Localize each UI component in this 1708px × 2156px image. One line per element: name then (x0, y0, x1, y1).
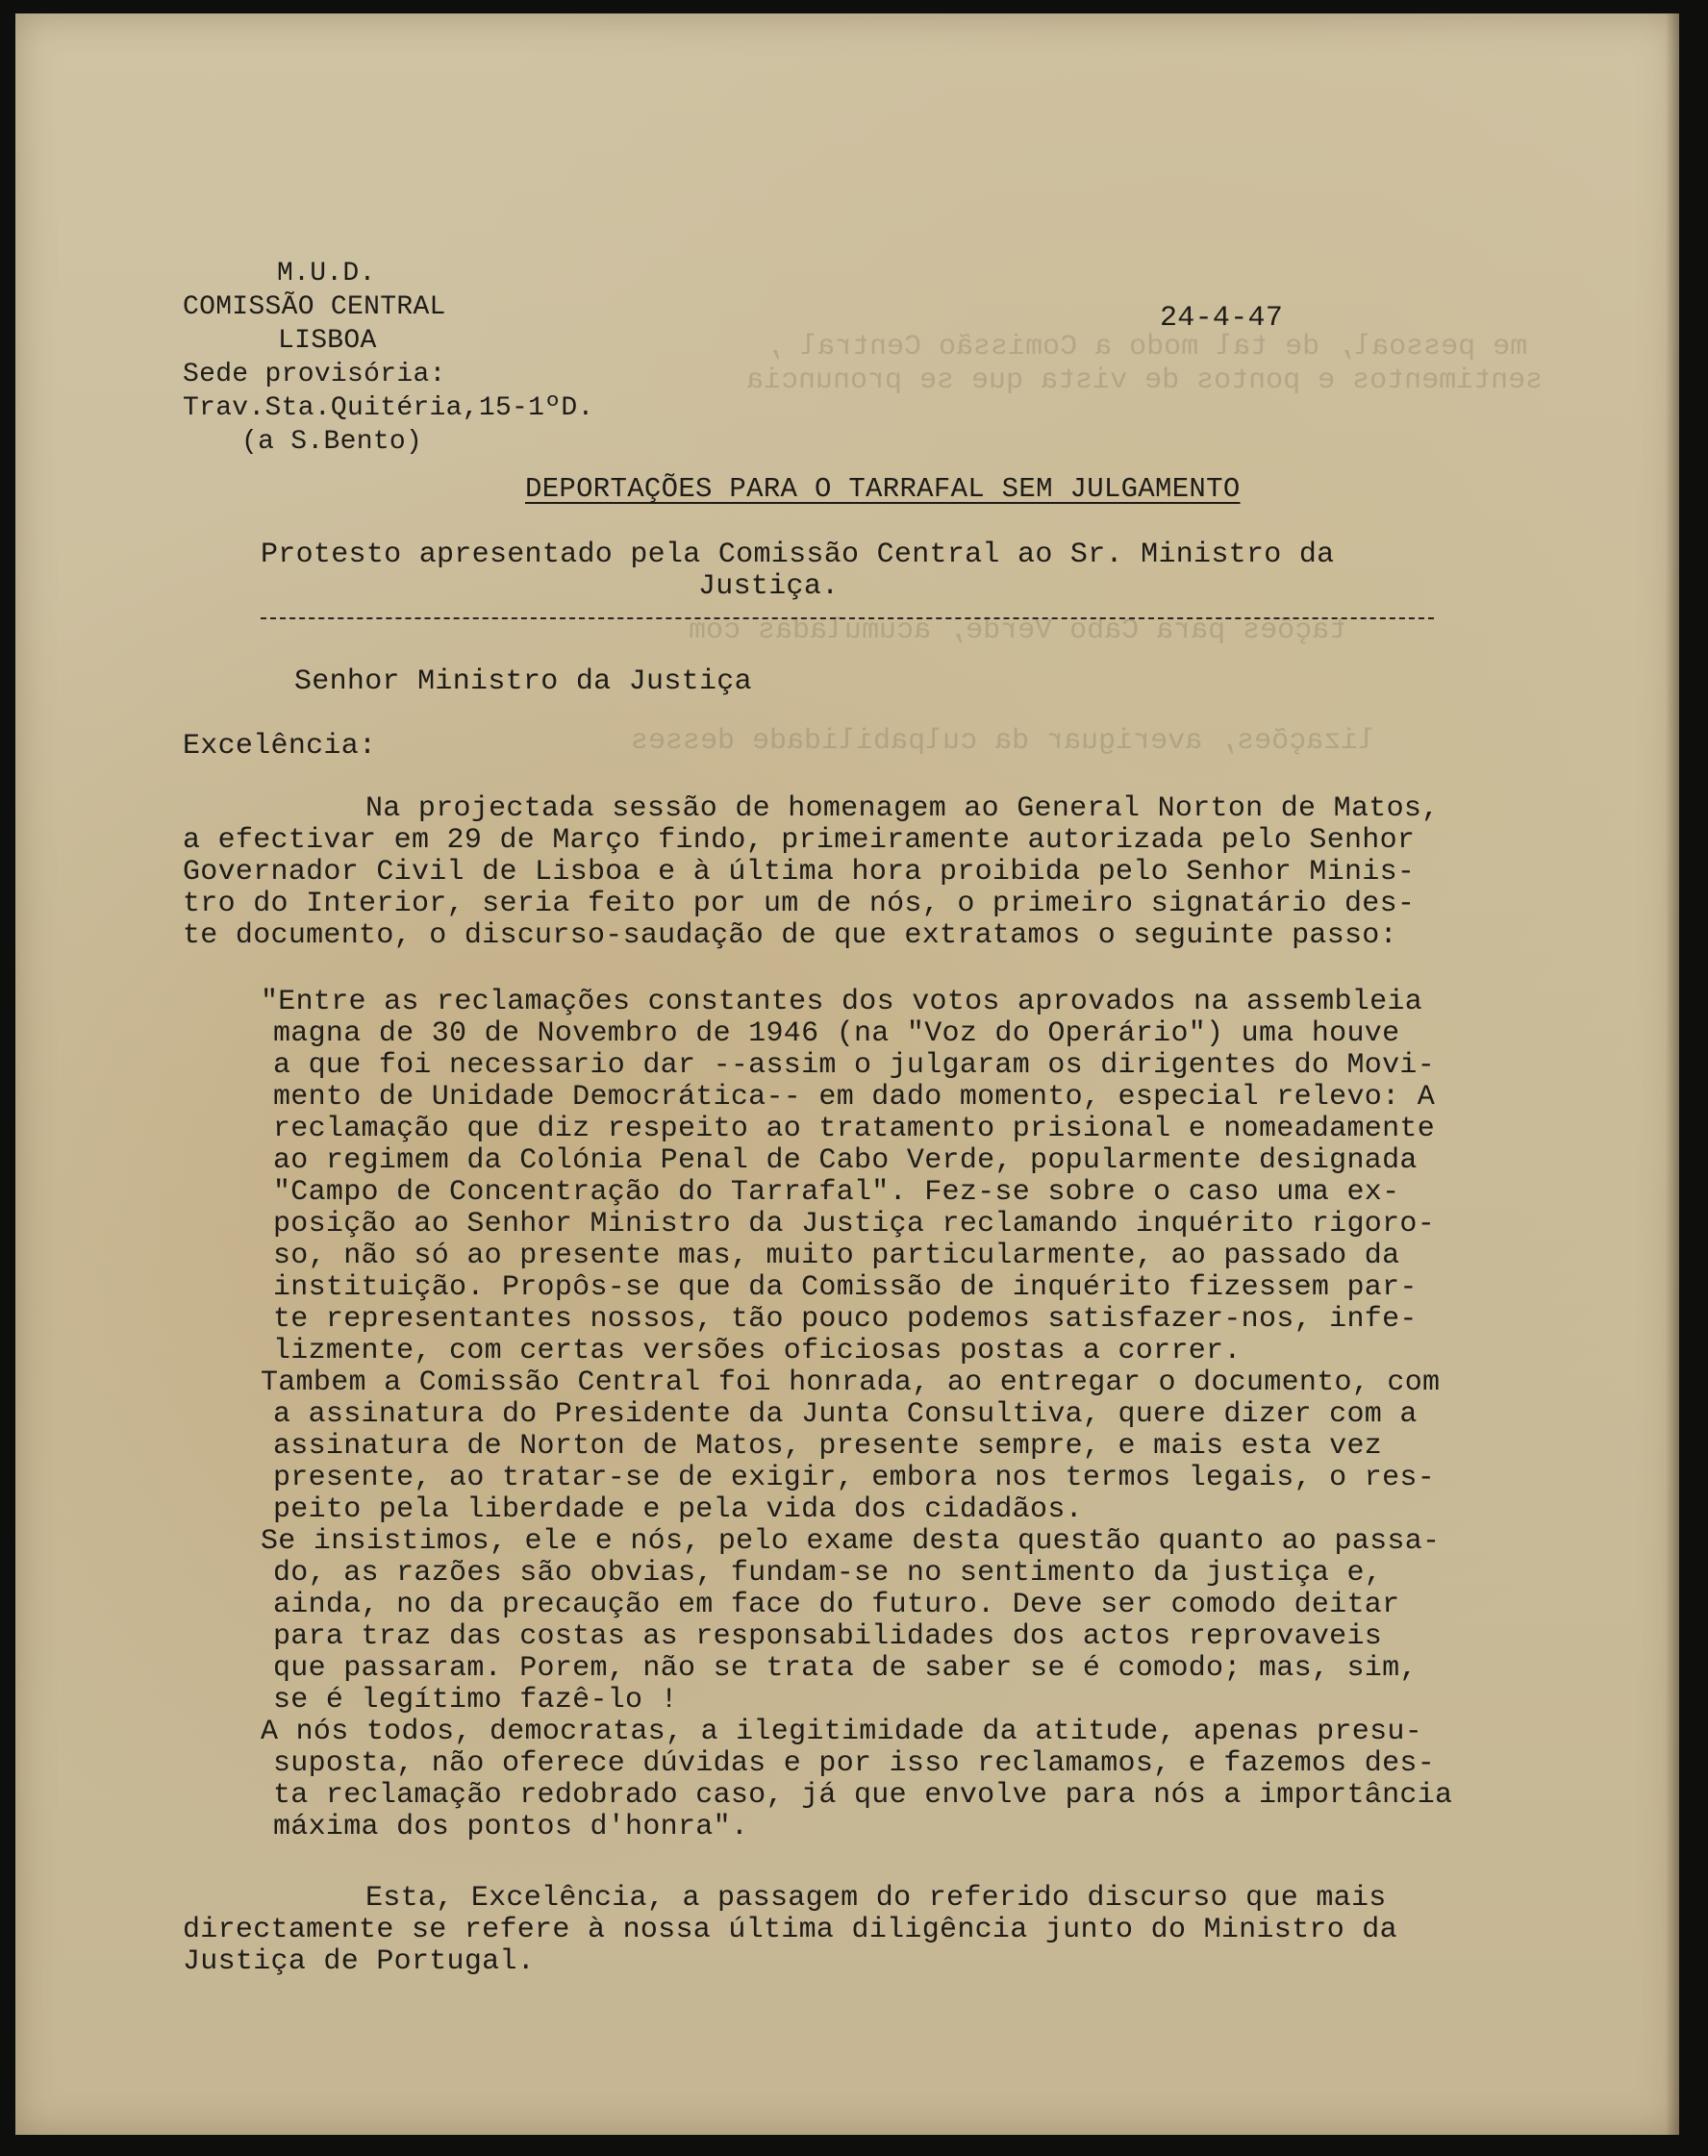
paragraph-line: tro do Interior, seria feito por um de nós, o primeiro signatário des- (183, 888, 1416, 920)
quote-line: te representantes nossos, tão pouco podemos satisfazer-nos, infe- (273, 1303, 1418, 1336)
quote-line: magna de 30 de Novembro de 1946 (na "Voz do Operário") uma houve (273, 1017, 1400, 1050)
address-label: Sede provisória: (183, 360, 446, 389)
organization-name: COMISSÃO CENTRAL (183, 292, 446, 322)
quote-line: so, não só ao presente mas, muito particularmente, ao passado da (273, 1240, 1400, 1272)
quote-line: para traz das costas as responsabilidades dos actos reprovaveis (273, 1620, 1383, 1653)
paragraph-line: Governador Civil de Lisboa e à última hora proibida pelo Senhor Minis- (183, 856, 1416, 889)
page-edge-shadow (1666, 13, 1679, 2135)
quote-line: ao regimem da Colónia Penal de Cabo Verde, popularmente designada (273, 1144, 1418, 1177)
organization-city: LISBOA (278, 326, 377, 356)
dashed-rule (261, 617, 1434, 619)
quote-line: a que foi necessario dar --assim o julgaram os dirigentes do Movi- (273, 1049, 1435, 1082)
organization-abbrev: M.U.D. (277, 259, 376, 288)
quote-line: suposta, não oferece dúvidas e por isso reclamamos, e fazemos des- (273, 1747, 1435, 1780)
quote-line: "Campo de Concentração do Tarrafal". Fez-se sobre o caso uma ex- (273, 1176, 1400, 1209)
paragraph-line: a efectivar em 29 de Março findo, primeiramente autorizada pelo Senhor (183, 824, 1416, 857)
quote-line: ta reclamação redobrado caso, já que envolve para nós a importância (273, 1779, 1453, 1812)
bleed-through-text: tações para Cabo Verde, acumuladas com (689, 614, 1347, 647)
paragraph-line: Na projectada sessão de homenagem ao General Norton de Matos, (365, 792, 1440, 825)
quote-line: reclamação que diz respeito ao tratamento prisional e nomeadamente (273, 1113, 1435, 1145)
quote-line: posição ao Senhor Ministro da Justiça reclamando inquérito rigoro- (273, 1208, 1435, 1241)
salutation: Senhor Ministro da Justiça (294, 665, 752, 698)
document-title: DEPORTAÇÕES PARA O TARRAFAL SEM JULGAMENTO (525, 473, 1241, 505)
quote-line: instituição. Propôs-se que da Comissão de inquérito fizessem par- (273, 1271, 1418, 1304)
bleed-through-text: me pessoal, de tal modo a Comissão Central , (766, 331, 1528, 364)
quote-line: presente, ao tratar-se de exigir, embora nos termos legais, o res- (273, 1462, 1435, 1494)
address-note: (a S.Bento) (241, 427, 423, 457)
document-page (15, 13, 1679, 2135)
quote-line: peito pela liberdade e pela vida dos cidadãos. (273, 1493, 1083, 1526)
subtitle-line: Justiça. (698, 570, 840, 603)
paragraph-line: Justiça de Portugal. (183, 1945, 536, 1978)
quote-line: a assinatura do Presidente da Junta Consultiva, quere dizer com a (273, 1398, 1418, 1431)
subtitle-line: Protesto apresentado pela Comissão Central ao Sr. Ministro da (261, 539, 1335, 571)
quote-line: ainda, no da precaução em face do futuro. Deve ser comodo deitar (273, 1589, 1400, 1621)
address-street: Trav.Sta.Quitéria,15-1ºD. (183, 393, 594, 423)
greeting: Excelência: (183, 730, 377, 763)
quote-line: que passaram. Porem, não se trata de saber se é comodo; mas, sim, (273, 1652, 1418, 1685)
quote-line: máxima dos pontos d'honra". (273, 1811, 749, 1843)
bleed-through-text: sentimentos e pontos de vista que se pronuncia (746, 364, 1544, 397)
quote-line: do, as razões são obvias, fundam-se no sentimento da justiça e, (273, 1557, 1383, 1590)
quote-line: lizmente, com certas versões oficiosas postas a correr. (273, 1335, 1242, 1367)
quote-line: assinatura de Norton de Matos, presente sempre, e mais esta vez (273, 1430, 1383, 1463)
document-date: 24-4-47 (1160, 302, 1284, 335)
quote-line: A nós todos, democratas, a ilegitimidade da atitude, apenas presu- (261, 1716, 1422, 1748)
quote-line: Se insistimos, ele e nós, pelo exame desta questão quanto ao passa- (261, 1525, 1441, 1558)
quote-line: "Entre as reclamações constantes dos votos aprovados na assembleia (261, 986, 1422, 1018)
quote-line: Tambem a Comissão Central foi honrada, ao entregar o documento, com (261, 1366, 1441, 1399)
quote-line: se é legítimo fazê-lo ! (273, 1684, 678, 1717)
bleed-through-text: lizações, averiguar da culpabilidade desses (631, 725, 1376, 758)
quote-line: mento de Unidade Democrática-- em dado momento, especial relevo: A (273, 1081, 1435, 1114)
paragraph-line: te documento, o discurso-saudação de que extratamos o seguinte passo: (183, 919, 1397, 952)
paragraph-line: directamente se refere à nossa última diligência junto do Ministro da (183, 1914, 1397, 1946)
paragraph-line: Esta, Excelência, a passagem do referido discurso que mais (365, 1882, 1387, 1915)
